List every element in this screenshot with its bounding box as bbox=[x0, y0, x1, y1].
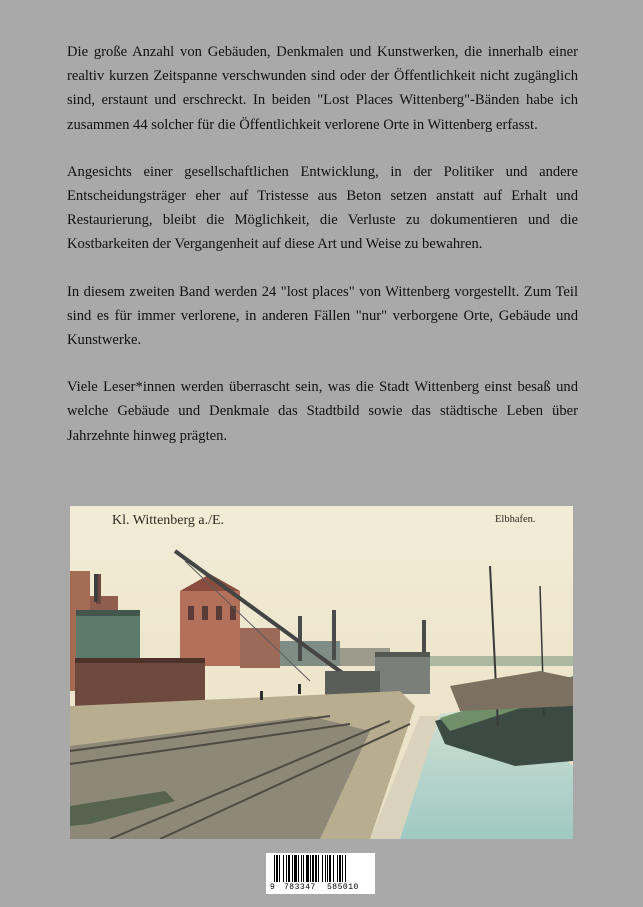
paragraph-2: Angesichts einer gesellschaftlichen Entwicklung, in der Politiker und andere Entscheidungsträger eher auf Tristesse aus Beton setzen anstatt auf Erhalt und Restaurierung, bleibt die Möglichkeit, die Verluste zu dokumentieren und die Kostbarkeiten der Vergangenheit auf diese Art und Weise zu bewahren. bbox=[67, 163, 578, 253]
barcode-first-digit: 9 bbox=[270, 883, 275, 892]
paragraph-1: Die große Anzahl von Gebäuden, Denkmalen und Kunstwerken, die innerhalb einer realtiv kurzen Zeitspanne verschwunden sind oder der Öffentlichkeit nicht zugänglich sind, erstaunt und erschreckt. In beiden "Lost Places Wittenberg"-Bänden habe ich zusammen 44 solcher für die Öffentlichkeit verlorene Orte in Wittenberg erfasst. bbox=[67, 44, 578, 133]
postcard-image-elbhafen bbox=[70, 506, 573, 839]
isbn-barcode bbox=[266, 853, 375, 894]
back-cover-text bbox=[67, 40, 578, 471]
paragraph-3: In diesem zweiten Band werden 24 "lost places" von Wittenberg vorgestellt. Zum Teil sind es für immer verlorene, in anderen Fällen "nur" verborgene Orte, Gebäude und Kunstwerke. bbox=[67, 283, 578, 349]
paragraph-4: Viele Leser*innen werden überrascht sein, was die Stadt Wittenberg einst besaß und welche Gebäude und Denkmale das Stadtbild sowie das städtische Leben über Jahrzehnte hinweg prägten. bbox=[67, 379, 578, 444]
barcode-left-group: 783347 bbox=[284, 883, 316, 892]
barcode-bars bbox=[266, 853, 375, 883]
barcode-right-group: 585010 bbox=[327, 883, 359, 892]
postcard-caption: Elbhafen. bbox=[495, 514, 536, 525]
postcard-title: Kl. Wittenberg a./E. bbox=[112, 513, 225, 528]
